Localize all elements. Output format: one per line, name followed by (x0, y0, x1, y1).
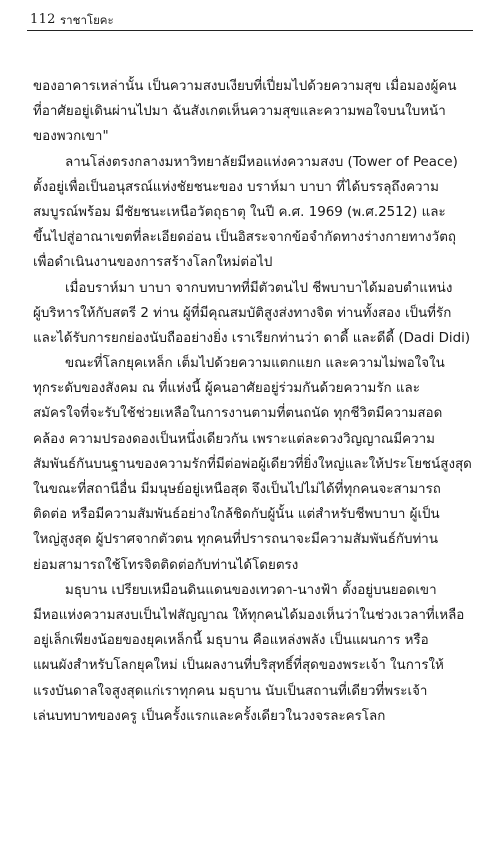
page-number: 112 (30, 12, 56, 27)
text-line: ตั้งอยู่เพื่อเป็นอนุสรณ์แห่งชัยชนะของ บราห์มา บาบา ที่ได้บรรลุถึงความ (33, 179, 439, 195)
text-line: มธุบาน เปรียบเหมือนดินแดนของเทวดา-นางฟ้า ตั้งอยู่บนยอดเขา (65, 582, 437, 598)
text-line: สัมพันธ์กันบนฐานของความรักที่มีต่อพ่อผู้เดียวที่ยิ่งใหญ่และให้ประโยชน์สูงสุด (33, 456, 472, 472)
text-line: ของพวกเขา" (33, 129, 109, 145)
text-line: ลานโล่งตรงกลางมหาวิทยาลัยมีหอแห่งความสงบ (Tower of Peace) (65, 154, 458, 170)
text-line: คล้อง ความปรองดองเป็นหนึ่งเดียวกัน เพราะแต่ละดวงวิญญาณมีความ (33, 431, 435, 447)
text-line: ในขณะที่สถานีอื่น มีมนุษย์อยู่เหนือสุด จึงเป็นไปไม่ได้ที่ทุกคนจะสามารถ (33, 482, 441, 497)
text-line: ของอาคารเหล่านั้น เป็นความสงบเงียบที่เปี่ยมไปด้วยความสุข เมื่อมองผู้คน (33, 79, 457, 94)
text-line: สมบูรณ์พร้อม มีชัยชนะเหนือวัตถุธาตุ ในปี ค.ศ. 1969 (พ.ศ.2512) และ (33, 204, 446, 220)
text-line: ขณะที่โลกยุคเหล็ก เต็มไปด้วยความแตกแยก และความไม่พอใจใน (65, 356, 445, 372)
text-line: ย่อมสามารถใช้โทรจิตติดต่อกับท่านได้โดยตรง (33, 557, 299, 573)
text-line: สมัครใจที่จะรับใช้ช่วยเหลือในการงานตามที่ตนถนัด ทุกชีวิตมีความสอด (33, 406, 443, 422)
text-line: อยู่เล็กเพียงน้อยของยุคเหล็กนี้ มธุบาน คือแหล่งพลัง เป็นแผนการ หรือ (33, 633, 429, 649)
text-line: เพื่อดำเนินงานของการสร้างโลกใหม่ต่อไป (33, 255, 273, 271)
page-header (30, 10, 470, 32)
text-line: มีหอแห่งความสงบเป็นไฟสัญญาณ ให้ทุกคนได้มองเห็นว่าในช่วงเวลาที่เหลือ (33, 607, 465, 623)
text-line: ขึ้นไปสู่อาณาเขตที่ละเอียดอ่อน เป็นอิสระจากข้อจำกัดทางร่างกายทางวัตถุ (33, 230, 457, 246)
header-rule (27, 30, 473, 31)
text-line: เล่นบทบาทของครู เป็นครั้งแรกและครั้งเดียวในวงจรละครโลก (33, 708, 386, 724)
text-line: ผู้บริหารให้กับสตรี 2 ท่าน ผู้ที่มีคุณสมบัติสูงส่งทางจิต ท่านทั้งสอง เป็นที่รัก (33, 305, 452, 321)
text-line: ทุกระดับของสังคม ณ ที่แห่งนี้ ผู้คนอาศัยอยู่ร่วมกันด้วยความรัก และ (33, 381, 420, 397)
running-head: ราชาโยคะ (60, 13, 114, 27)
text-line: แรงบันดาลใจสูงสุดแก่เราทุกคน มธุบาน นับเป็นสถานที่เดียวที่พระเจ้า (33, 683, 428, 699)
body-text (33, 74, 473, 729)
text-line: เมื่อบราห์มา บาบา จากบทบาทที่มีตัวตนไป ชีพบาบาได้มอบตำแหน่ง (65, 280, 453, 296)
text-line: ที่อาศัยอยู่เดินผ่านไปมา ฉันสังเกตเห็นความสุขและความพอใจบนใบหน้า (33, 104, 446, 120)
text-line: แผนผังสำหรับโลกยุคใหม่ เป็นผลงานที่บริสุทธิ์ที่สุดของพระเจ้า ในการให้ (33, 658, 444, 674)
text-line: ติดต่อ หรือมีความสัมพันธ์อย่างใกล้ชิดกับผู้นั้น แต่สำหรับชีพบาบา ผู้เป็น (33, 507, 440, 523)
text-line: และได้รับการยกย่องนับถืออย่างยิ่ง เราเรียกท่านว่า ดาดี้ และดีดี้ (Dadi Didi) (33, 330, 471, 346)
text-line: ใหญ่สูงสุด ผู้ปราศจากตัวตน ทุกคนที่ปรารถนาจะมีความสัมพันธ์กับท่าน (33, 532, 438, 548)
